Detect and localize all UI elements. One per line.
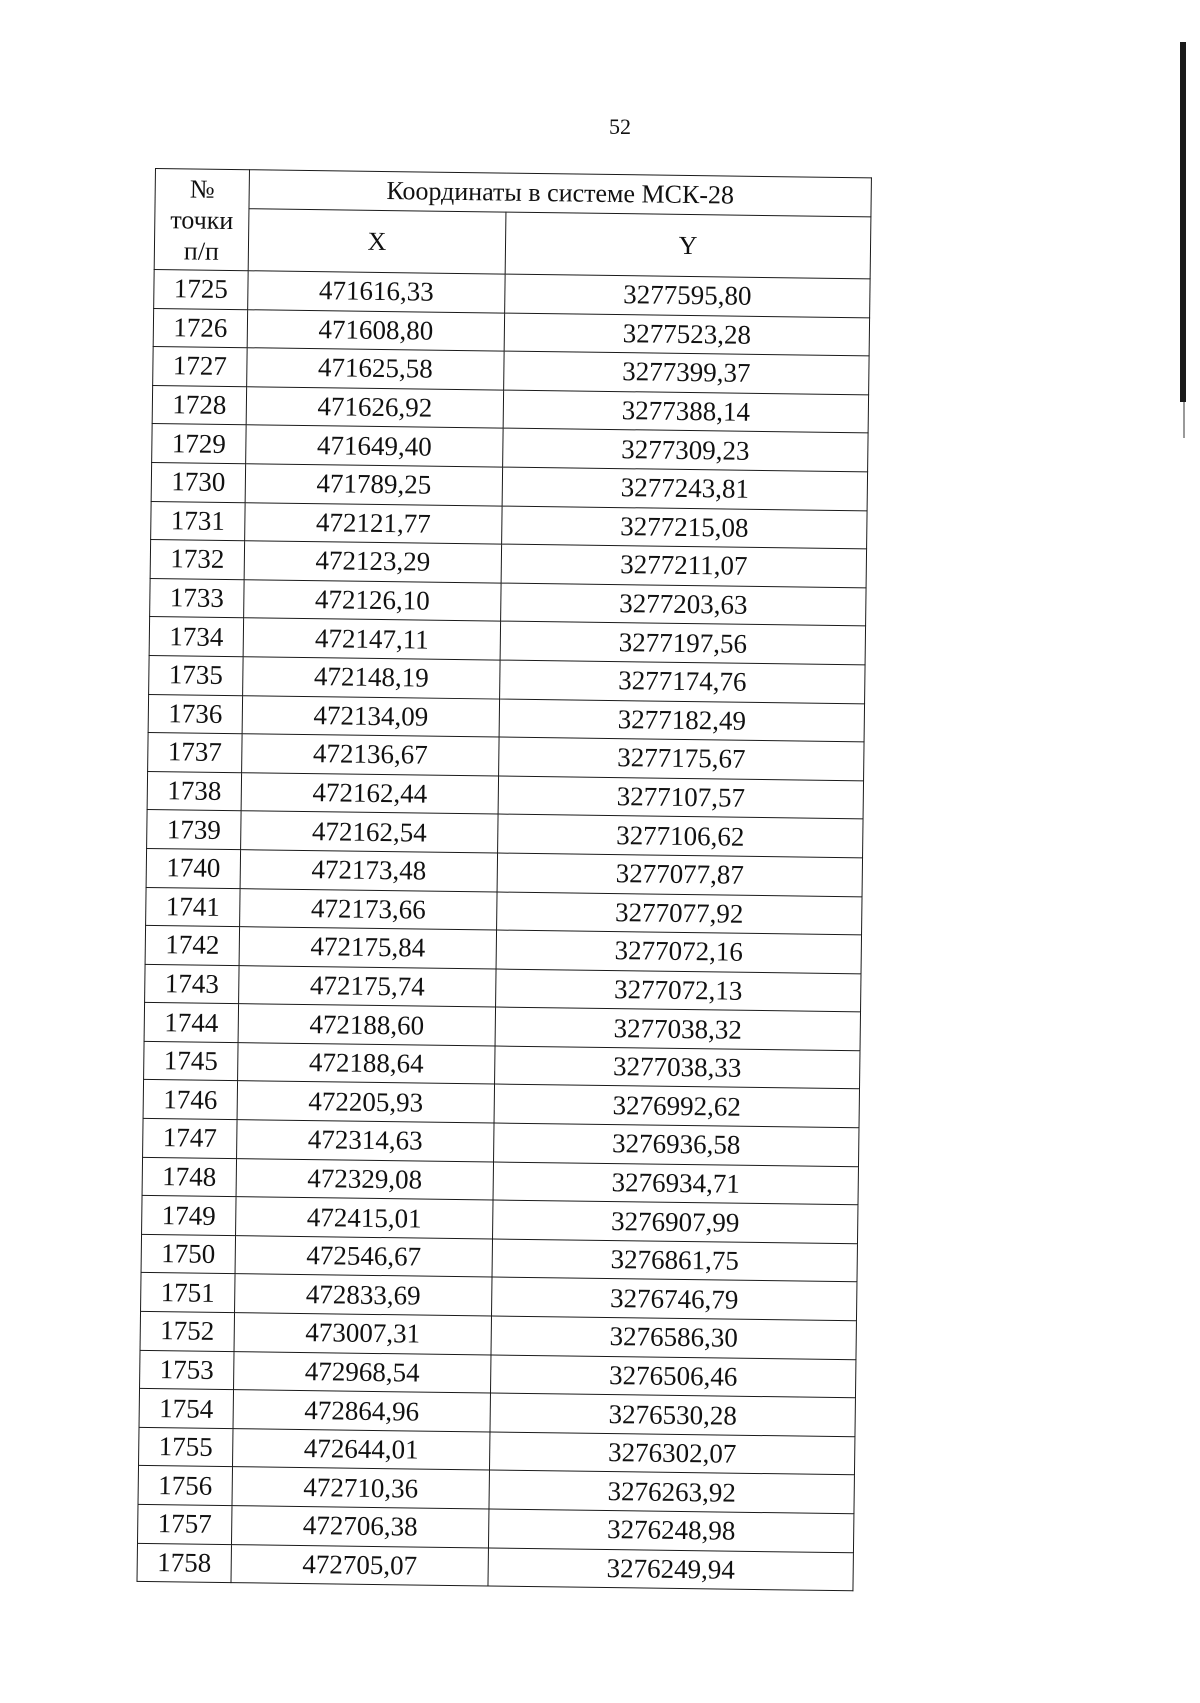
table-body [137, 269, 870, 1590]
x-coordinate-cell: 472147,11 [243, 618, 500, 660]
point-number-cell: 1747 [143, 1118, 237, 1158]
y-coordinate-cell: 3276302,07 [489, 1432, 854, 1475]
y-coordinate-cell: 3277388,14 [503, 390, 868, 433]
y-coordinate-cell: 3277106,62 [498, 814, 863, 857]
x-coordinate-cell: 472175,74 [239, 965, 496, 1007]
y-coordinate-cell: 3276586,30 [491, 1316, 856, 1359]
y-coordinate-cell: 3276263,92 [489, 1470, 854, 1513]
y-coordinate-cell: 3277175,67 [499, 737, 864, 780]
y-coordinate-cell: 3276992,62 [494, 1084, 859, 1127]
x-coordinate-cell: 471789,25 [245, 464, 502, 506]
x-coordinate-cell: 472173,48 [240, 850, 497, 892]
y-column-header: Y [505, 212, 871, 278]
x-coordinate-cell: 473007,31 [234, 1313, 491, 1355]
point-number-cell: 1735 [149, 655, 243, 695]
point-number-cell: 1738 [147, 771, 241, 811]
x-column-header: X [248, 209, 506, 274]
point-number-cell: 1733 [150, 578, 244, 618]
x-coordinate-cell: 472188,60 [238, 1004, 495, 1046]
point-number-cell: 1745 [144, 1041, 238, 1081]
y-coordinate-cell: 3277038,32 [495, 1007, 860, 1050]
y-coordinate-cell: 3276907,99 [493, 1200, 858, 1243]
y-coordinate-cell: 3276506,46 [490, 1355, 855, 1398]
y-coordinate-cell: 3277072,13 [496, 969, 861, 1012]
point-number-cell: 1729 [152, 424, 246, 464]
point-number-cell: 1750 [141, 1234, 235, 1274]
page-number: 52 [609, 114, 631, 139]
point-number-cell: 1736 [148, 694, 242, 734]
point-number-cell: 1744 [144, 1003, 238, 1043]
y-coordinate-cell: 3277072,16 [496, 930, 861, 973]
x-coordinate-cell: 472329,08 [236, 1158, 493, 1200]
y-coordinate-cell: 3276530,28 [490, 1393, 855, 1436]
y-coordinate-cell: 3277595,80 [505, 274, 870, 317]
scan-margin-mark [1180, 42, 1186, 402]
y-coordinate-cell: 3277038,33 [495, 1046, 860, 1089]
y-coordinate-cell: 3276936,58 [494, 1123, 859, 1166]
x-coordinate-cell: 471616,33 [248, 271, 505, 313]
x-coordinate-cell: 472126,10 [244, 579, 501, 621]
y-coordinate-cell: 3277309,23 [503, 428, 868, 471]
x-coordinate-cell: 472415,01 [236, 1197, 493, 1239]
point-number-cell: 1757 [138, 1504, 232, 1544]
x-coordinate-cell: 471626,92 [246, 386, 503, 428]
y-coordinate-cell: 3277077,87 [497, 853, 862, 896]
coordinates-table [136, 168, 871, 1591]
point-number-cell: 1754 [139, 1389, 233, 1429]
y-coordinate-cell: 3276746,79 [492, 1277, 857, 1320]
x-coordinate-cell: 472546,67 [235, 1235, 492, 1277]
point-number-cell: 1728 [152, 385, 246, 425]
x-coordinate-cell: 472136,67 [242, 734, 499, 776]
x-coordinate-cell: 472205,93 [237, 1081, 494, 1123]
y-coordinate-cell: 3276248,98 [488, 1509, 853, 1552]
x-coordinate-cell: 472968,54 [234, 1351, 491, 1393]
x-coordinate-cell: 472162,44 [241, 772, 498, 814]
x-coordinate-cell: 472173,66 [240, 888, 497, 930]
x-coordinate-cell: 472123,29 [244, 541, 501, 583]
point-number-cell: 1739 [147, 810, 241, 850]
x-coordinate-cell: 471625,58 [247, 348, 504, 390]
y-coordinate-cell: 3276861,75 [492, 1239, 857, 1282]
point-number-cell: 1758 [137, 1543, 231, 1583]
point-number-cell: 1743 [145, 964, 239, 1004]
point-number-cell: 1755 [139, 1427, 233, 1467]
point-number-cell: 1731 [151, 501, 245, 541]
y-coordinate-cell: 3277399,37 [504, 351, 869, 394]
point-number-cell: 1751 [141, 1273, 235, 1313]
point-number-header-label: № точки п/п [170, 173, 234, 266]
x-coordinate-cell: 472148,19 [243, 657, 500, 699]
x-coordinate-cell: 472644,01 [233, 1428, 490, 1470]
x-coordinate-cell: 472833,69 [235, 1274, 492, 1316]
scan-margin-mark-faint [1183, 402, 1185, 438]
point-number-cell: 1727 [153, 347, 247, 387]
point-number-cell: 1732 [150, 540, 244, 580]
y-coordinate-cell: 3277107,57 [498, 776, 863, 819]
point-number-cell: 1737 [148, 733, 242, 773]
y-coordinate-cell: 3277215,08 [502, 506, 867, 549]
y-coordinate-cell: 3277077,92 [497, 892, 862, 935]
point-number-cell: 1746 [143, 1080, 237, 1120]
point-number-header [154, 169, 249, 271]
x-coordinate-cell: 472314,63 [237, 1120, 494, 1162]
y-coordinate-cell: 3276249,94 [488, 1548, 853, 1591]
x-coordinate-cell: 472134,09 [242, 695, 499, 737]
y-coordinate-cell: 3277182,49 [499, 699, 864, 742]
point-number-cell: 1742 [145, 926, 239, 966]
x-coordinate-cell: 472121,77 [245, 502, 502, 544]
table-header [154, 169, 871, 279]
point-number-cell: 1753 [140, 1350, 234, 1390]
point-number-cell: 1756 [138, 1466, 232, 1506]
point-number-cell: 1726 [153, 308, 247, 348]
x-coordinate-cell: 472864,96 [233, 1390, 490, 1432]
x-coordinate-cell: 472188,64 [238, 1043, 495, 1085]
y-coordinate-cell: 3277523,28 [504, 313, 869, 356]
x-coordinate-cell: 472710,36 [232, 1467, 489, 1509]
table-row [137, 1543, 853, 1591]
x-coordinate-cell: 471649,40 [246, 425, 503, 467]
x-coordinate-cell: 472175,84 [239, 927, 496, 969]
y-coordinate-cell: 3277197,56 [500, 621, 865, 664]
coordinates-group-header: Координаты в системе МСК-28 [249, 170, 871, 218]
point-number-cell: 1725 [154, 269, 248, 309]
point-number-cell: 1741 [146, 887, 240, 927]
point-number-cell: 1734 [149, 617, 243, 657]
y-coordinate-cell: 3277243,81 [502, 467, 867, 510]
point-number-cell: 1748 [142, 1157, 236, 1197]
y-coordinate-cell: 3276934,71 [493, 1162, 858, 1205]
x-coordinate-cell: 472706,38 [231, 1506, 488, 1548]
x-coordinate-cell: 472705,07 [231, 1544, 488, 1586]
x-coordinate-cell: 472162,54 [241, 811, 498, 853]
point-number-cell: 1740 [146, 848, 240, 888]
y-coordinate-cell: 3277174,76 [500, 660, 865, 703]
point-number-cell: 1749 [142, 1196, 236, 1236]
x-coordinate-cell: 471608,80 [247, 309, 504, 351]
point-number-cell: 1730 [151, 462, 245, 502]
y-coordinate-cell: 3277211,07 [501, 544, 866, 587]
y-coordinate-cell: 3277203,63 [501, 583, 866, 626]
point-number-cell: 1752 [140, 1311, 234, 1351]
